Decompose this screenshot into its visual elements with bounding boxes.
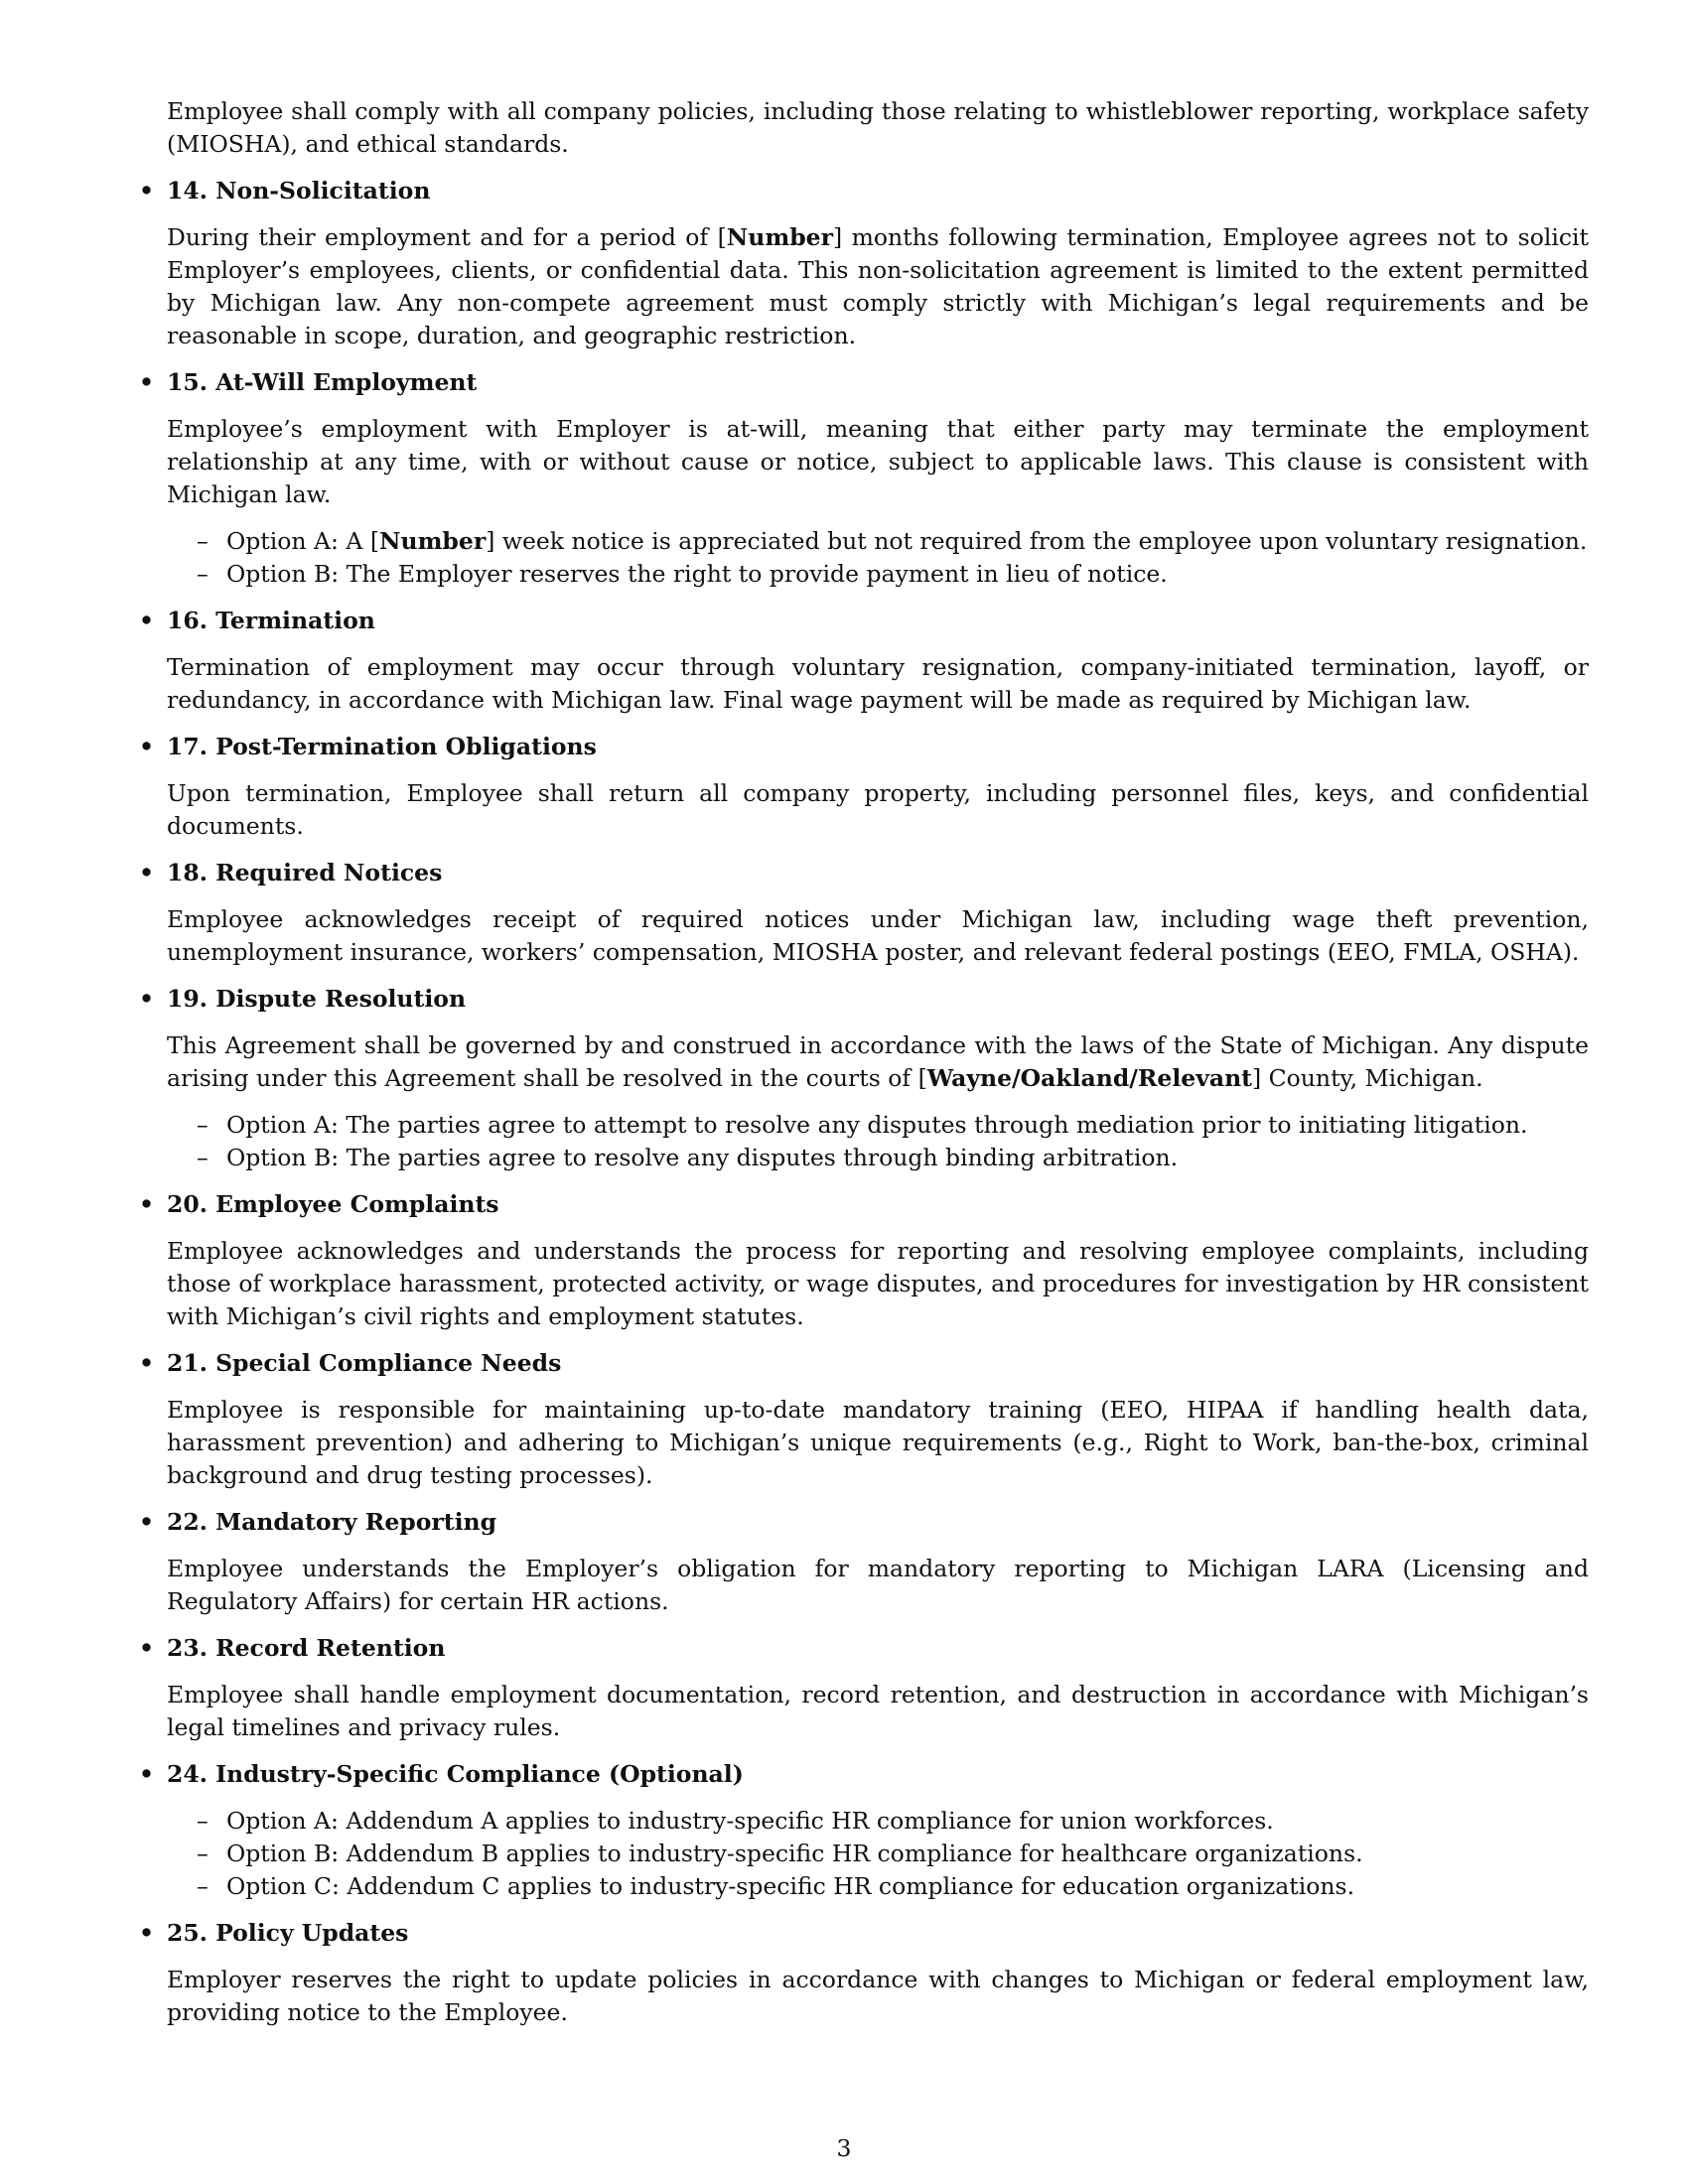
bullet-icon: • <box>139 733 155 760</box>
text-run: Option A: The parties agree to attempt to resolve any disputes through mediation prior to initiating litigation. <box>226 1111 1528 1139</box>
option-item <box>167 1109 1589 1142</box>
bullet-icon: • <box>139 1349 155 1377</box>
bullet-icon: • <box>139 1760 155 1788</box>
section-heading <box>139 366 1589 399</box>
section-heading-text: 17. Post-Termination Obligations <box>167 733 597 760</box>
page-number: 3 <box>836 2134 852 2162</box>
bullet-icon: • <box>139 985 155 1013</box>
text-run: Upon termination, Employee shall return all company property, including personnel files, keys, and confidential documents. <box>167 779 1589 840</box>
text-run: Employee acknowledges receipt of required notices under Michigan law, including wage theft prevention, unemployment insurance, workers’ compensation, MIOSHA poster, and relevant federal postings (EEO, FMLA, OSHA). <box>167 905 1589 966</box>
document-page <box>139 95 1589 2043</box>
text-run: Option A: A [ <box>226 527 379 555</box>
text-run: Employee is responsible for maintaining up-to-date mandatory training (EEO, HIPAA if handling health data, harassment prevention) and adhering to Michigan’s unique requirements (e.g., Right to Work, ban-the-box, criminal background and drug testing processes). <box>167 1396 1589 1489</box>
option-item <box>167 1142 1589 1174</box>
section <box>139 1347 1589 1492</box>
section <box>139 1632 1589 1744</box>
section-heading-text: 20. Employee Complaints <box>167 1190 499 1218</box>
text-run: Employee shall handle employment documentation, record retention, and destruction in accordance with Michigan’s legal timelines and privacy rules. <box>167 1681 1589 1741</box>
section-heading <box>139 605 1589 637</box>
text-run: Termination of employment may occur through voluntary resignation, company-initiated termination, layoff, or redundancy, in accordance with Michigan law. Final wage payment will be made as required by Michigan law. <box>167 653 1589 714</box>
intro-paragraph: Employee shall comply with all company policies, including those relating to whistleblower reporting, workplace safety (MIOSHA), and ethical standards. <box>167 97 1589 158</box>
section-heading-text: 22. Mandatory Reporting <box>167 1508 497 1536</box>
section-heading-text: 21. Special Compliance Needs <box>167 1349 562 1377</box>
section <box>139 857 1589 969</box>
section-heading <box>139 1758 1589 1791</box>
text-run: Employee’s employment with Employer is at-will, meaning that either party may terminate the employment relationship at any time, with or without cause or notice, subject to applicable laws. This clause is consistent with Michigan law. <box>167 415 1589 508</box>
section-heading-text: 19. Dispute Resolution <box>167 985 467 1013</box>
text-run: During their employment and for a period of [ <box>167 223 727 251</box>
dash-icon: – <box>197 560 209 588</box>
section-paragraph <box>167 1679 1589 1744</box>
section-heading-text: 14. Non-Solicitation <box>167 177 431 205</box>
section <box>139 731 1589 843</box>
text-run: Option C: Addendum C applies to industry-specific HR compliance for education organizations. <box>226 1872 1355 1900</box>
bullet-icon: • <box>139 368 155 396</box>
section-heading-text: 24. Industry-Specific Compliance (Optional) <box>167 1760 744 1788</box>
section <box>139 1758 1589 1903</box>
option-item <box>167 558 1589 591</box>
section-heading <box>139 983 1589 1016</box>
section <box>139 1917 1589 2029</box>
text-run: ] week notice is appreciated but not required from the employee upon voluntary resignation. <box>486 527 1588 555</box>
text-run: ] County, Michigan. <box>1252 1064 1483 1092</box>
placeholder-field: Number <box>726 223 833 251</box>
section-paragraph <box>167 1964 1589 2029</box>
dash-icon: – <box>197 1872 209 1900</box>
dash-icon: – <box>197 1840 209 1867</box>
placeholder-field: Wayne/Oakland/Relevant <box>926 1064 1253 1092</box>
option-item <box>167 1805 1589 1838</box>
section <box>139 175 1589 352</box>
bullet-icon: • <box>139 1508 155 1536</box>
section-heading <box>139 731 1589 763</box>
dash-icon: – <box>197 1144 209 1171</box>
text-run: Option B: The parties agree to resolve any disputes through binding arbitration. <box>226 1144 1179 1171</box>
section-paragraph <box>167 651 1589 717</box>
sections-list <box>139 175 1589 2029</box>
section-paragraph <box>167 1029 1589 1095</box>
section-paragraph <box>167 903 1589 969</box>
text-run: This Agreement shall be governed by and construed in accordance with the laws of the State of Michigan. Any dispute arising under this Agreement shall be resolved in the courts of [ <box>167 1031 1589 1092</box>
section-heading <box>139 1188 1589 1221</box>
bullet-icon: • <box>139 1919 155 1947</box>
text-run: Employee understands the Employer’s obligation for mandatory reporting to Michigan LARA (Licensing and Regulatory Affairs) for certain HR actions. <box>167 1555 1589 1615</box>
section-heading <box>139 1506 1589 1539</box>
section-heading <box>139 1632 1589 1665</box>
bullet-icon: • <box>139 1190 155 1218</box>
section-heading <box>139 175 1589 207</box>
section-heading-text: 18. Required Notices <box>167 859 443 887</box>
bullet-icon: • <box>139 607 155 634</box>
section-paragraph <box>167 1553 1589 1618</box>
placeholder-field: Number <box>379 527 487 555</box>
text-run: Option A: Addendum A applies to industry-specific HR compliance for union workforces. <box>226 1807 1274 1835</box>
section-heading-text: 15. At-Will Employment <box>167 368 478 396</box>
options-list <box>167 1805 1589 1903</box>
section-paragraph <box>167 777 1589 843</box>
section <box>139 605 1589 717</box>
text-run: Option B: Addendum B applies to industry-specific HR compliance for healthcare organizations. <box>226 1840 1363 1867</box>
option-item <box>167 525 1589 558</box>
options-list <box>167 525 1589 591</box>
section-heading <box>139 857 1589 889</box>
bullet-icon: • <box>139 1634 155 1662</box>
options-list <box>167 1109 1589 1174</box>
section-paragraph <box>167 1394 1589 1492</box>
section <box>139 983 1589 1174</box>
section-heading-text: 23. Record Retention <box>167 1634 446 1662</box>
bullet-icon: • <box>139 177 155 205</box>
section <box>139 366 1589 591</box>
text-run: ] months following termination, Employee agrees not to solicit Employer’s employees, clients, or confidential data. This non-solicitation agreement is limited to the extent permitted by Michigan law. Any non-compete agreement must comply strictly with Michigan’s legal requirements and be reasonable in scope, duration, and geographic restriction. <box>167 223 1589 349</box>
section-heading-text: 16. Termination <box>167 607 375 634</box>
text-run: Employee acknowledges and understands the process for reporting and resolving employee complaints, including those of workplace harassment, protected activity, or wage disputes, and procedures for investigation by HR consistent with Michigan’s civil rights and employment statutes. <box>167 1237 1589 1330</box>
dash-icon: – <box>197 1807 209 1835</box>
section-paragraph <box>167 221 1589 352</box>
dash-icon: – <box>197 527 209 555</box>
section-paragraph <box>167 1235 1589 1333</box>
option-item <box>167 1870 1589 1903</box>
bullet-icon: • <box>139 859 155 887</box>
text-run: Option B: The Employer reserves the right to provide payment in lieu of notice. <box>226 560 1168 588</box>
section-heading <box>139 1917 1589 1950</box>
dash-icon: – <box>197 1111 209 1139</box>
section <box>139 1188 1589 1333</box>
section <box>139 1506 1589 1618</box>
text-run: Employer reserves the right to update policies in accordance with changes to Michigan or federal employment law, providing notice to the Employee. <box>167 1966 1589 2026</box>
option-item <box>167 1838 1589 1870</box>
section-heading-text: 25. Policy Updates <box>167 1919 409 1947</box>
section-heading <box>139 1347 1589 1380</box>
section-paragraph <box>167 413 1589 511</box>
